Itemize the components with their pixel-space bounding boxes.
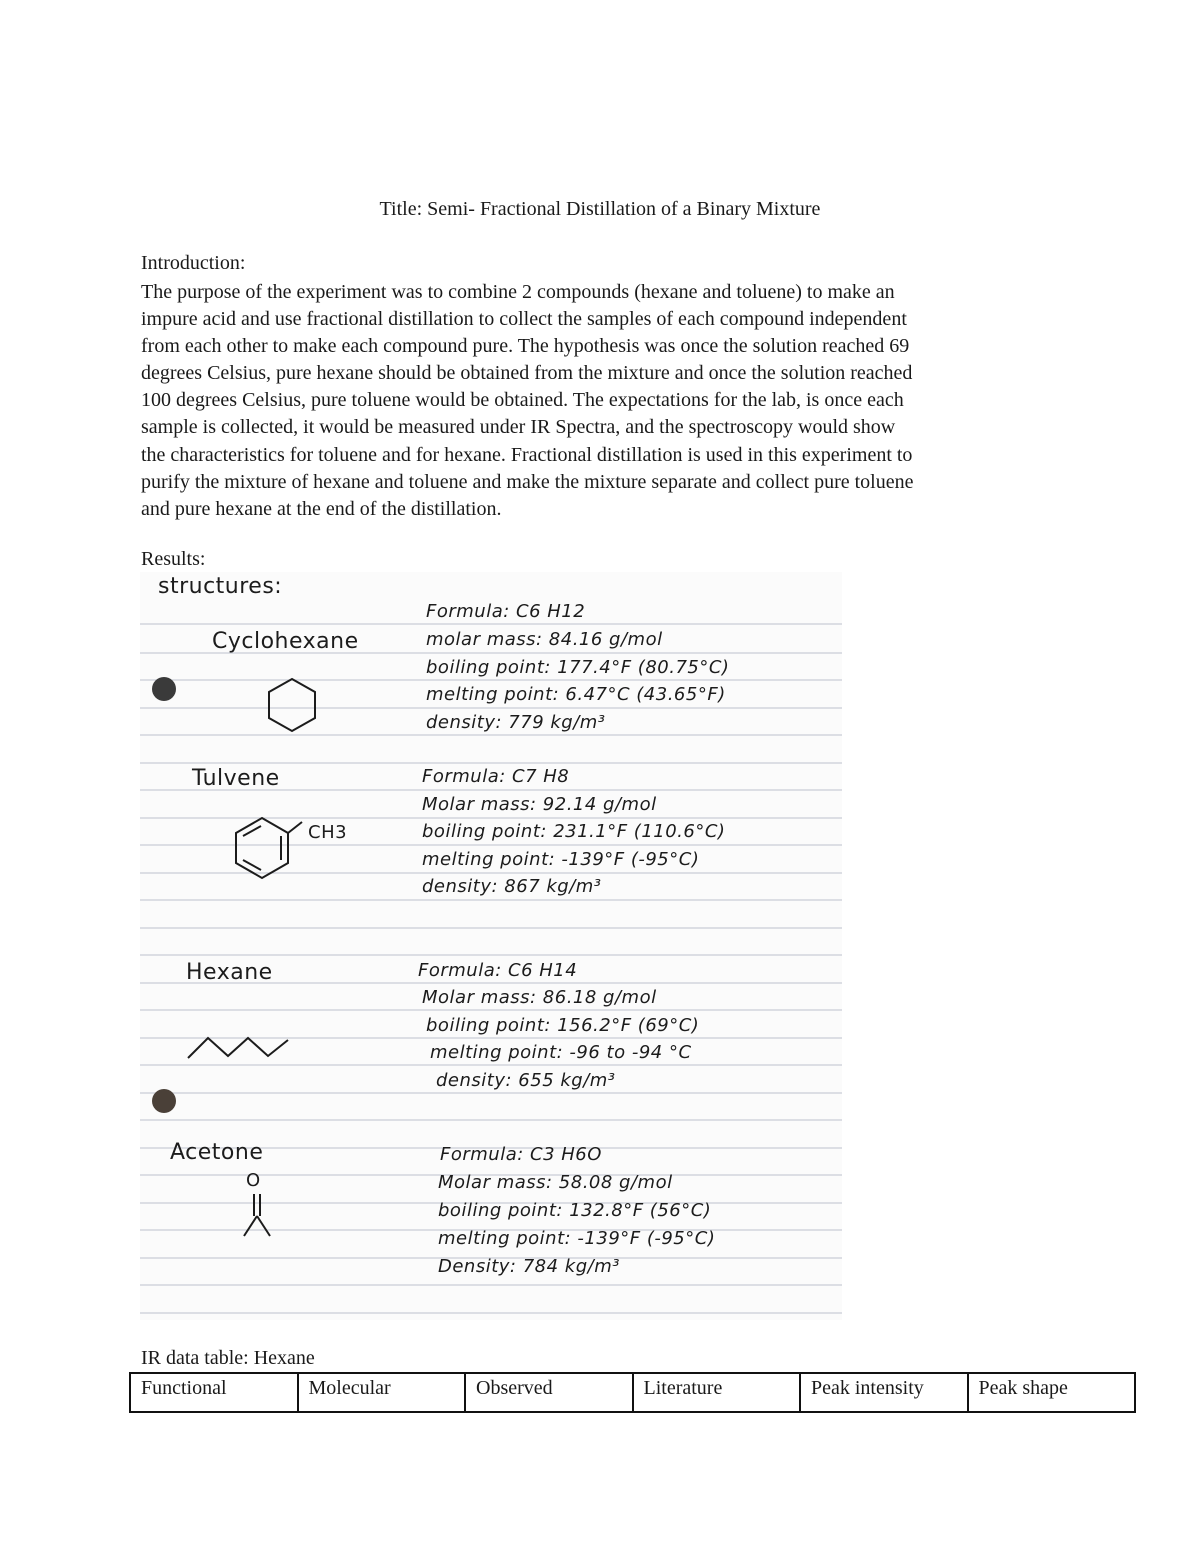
- intro-line: from each other to make each compound pure. The hypothesis was once the solution reached 69: [141, 335, 910, 358]
- compound-boiling-point: boiling point: 132.8°F (56°C): [438, 1200, 712, 1221]
- table-header-cell: Peak intensity: [800, 1373, 968, 1412]
- intro-line: purify the mixture of hexane and toluene and make the mixture separate and collect pure toluene: [141, 470, 914, 493]
- compound-molar-mass: Molar mass: 92.14 g/mol: [422, 794, 657, 815]
- intro-line: 100 degrees Celsius, pure toluene would be obtained. The expectations for the lab, is once each: [141, 389, 904, 412]
- compound-density: Density: 784 kg/m³: [438, 1256, 620, 1277]
- compound-name: Hexane: [186, 960, 273, 985]
- intro-line: degrees Celsius, pure hexane should be obtained from the mixture and once the solution reached: [141, 362, 913, 385]
- compound-melting-point: melting point: -139°F (-95°C): [422, 849, 700, 870]
- intro-line: The purpose of the experiment was to combine 2 compounds (hexane and toluene) to make an: [141, 281, 895, 303]
- table-header-cell: Peak shape: [968, 1373, 1136, 1412]
- compound-formula: Formula: C7 H8: [422, 766, 570, 787]
- introduction-body: [141, 279, 1056, 523]
- ir-table-caption: IR data table: Hexane: [141, 1347, 315, 1369]
- table-header-row: [130, 1373, 1135, 1412]
- toluene-structure: [236, 818, 302, 878]
- compound-melting-point: melting point: -139°F (-95°C): [438, 1228, 716, 1249]
- hole-punch: [152, 677, 176, 701]
- compound-molar-mass: Molar mass: 86.18 g/mol: [422, 987, 657, 1008]
- table-header-cell: Functional: [130, 1373, 298, 1412]
- table-header-cell: Molecular: [298, 1373, 466, 1412]
- results-heading: Results:: [141, 548, 206, 570]
- intro-line: sample is collected, it would be measured under IR Spectra, and the spectroscopy would show: [141, 416, 896, 439]
- introduction-heading: Introduction:: [141, 252, 246, 274]
- compound-boiling-point: boiling point: 231.1°F (110.6°C): [422, 821, 726, 842]
- compound-name: Tulvene: [192, 766, 280, 791]
- document-title: Title: Semi- Fractional Distillation of a Binary Mixture: [379, 198, 821, 220]
- notebook-photo: [140, 572, 842, 1320]
- compound-melting-point: melting point: -96 to -94 °C: [430, 1042, 692, 1063]
- table-header-cell: Literature: [633, 1373, 801, 1412]
- compound-name: Acetone: [170, 1140, 264, 1165]
- compound-molar-mass: Molar mass: 58.08 g/mol: [438, 1172, 673, 1193]
- carbonyl-oxygen: O: [246, 1170, 261, 1191]
- structures-header: structures:: [158, 574, 283, 599]
- intro-line: impure acid and use fractional distillation to collect the samples of each compound independent: [141, 308, 907, 331]
- compound-density: density: 779 kg/m³: [426, 712, 606, 733]
- hexane-structure: [188, 1038, 288, 1058]
- cyclohexane-structure: [269, 679, 315, 731]
- compound-molar-mass: molar mass: 84.16 g/mol: [426, 629, 663, 650]
- compound-name: Cyclohexane: [212, 629, 359, 654]
- hole-punch: [152, 1089, 176, 1113]
- intro-line: the characteristics for toluene and for hexane. Fractional distillation is used in this experiment to: [141, 443, 913, 466]
- compound-boiling-point: boiling point: 177.4°F (80.75°C): [426, 657, 730, 678]
- methyl-substituent: CH3: [308, 822, 348, 843]
- compound-formula: Formula: C6 H12: [426, 601, 586, 622]
- compound-density: density: 867 kg/m³: [422, 876, 602, 897]
- compound-boiling-point: boiling point: 156.2°F (69°C): [426, 1015, 700, 1036]
- compound-melting-point: melting point: 6.47°C (43.65°F): [426, 684, 726, 705]
- ir-data-table: [129, 1372, 1136, 1413]
- compound-formula: Formula: C3 H6O: [440, 1144, 602, 1165]
- compound-formula: Formula: C6 H14: [418, 960, 578, 981]
- intro-line: and pure hexane at the end of the distillation.: [141, 497, 502, 520]
- compound-density: density: 655 kg/m³: [436, 1070, 616, 1091]
- table-header-cell: Observed: [465, 1373, 633, 1412]
